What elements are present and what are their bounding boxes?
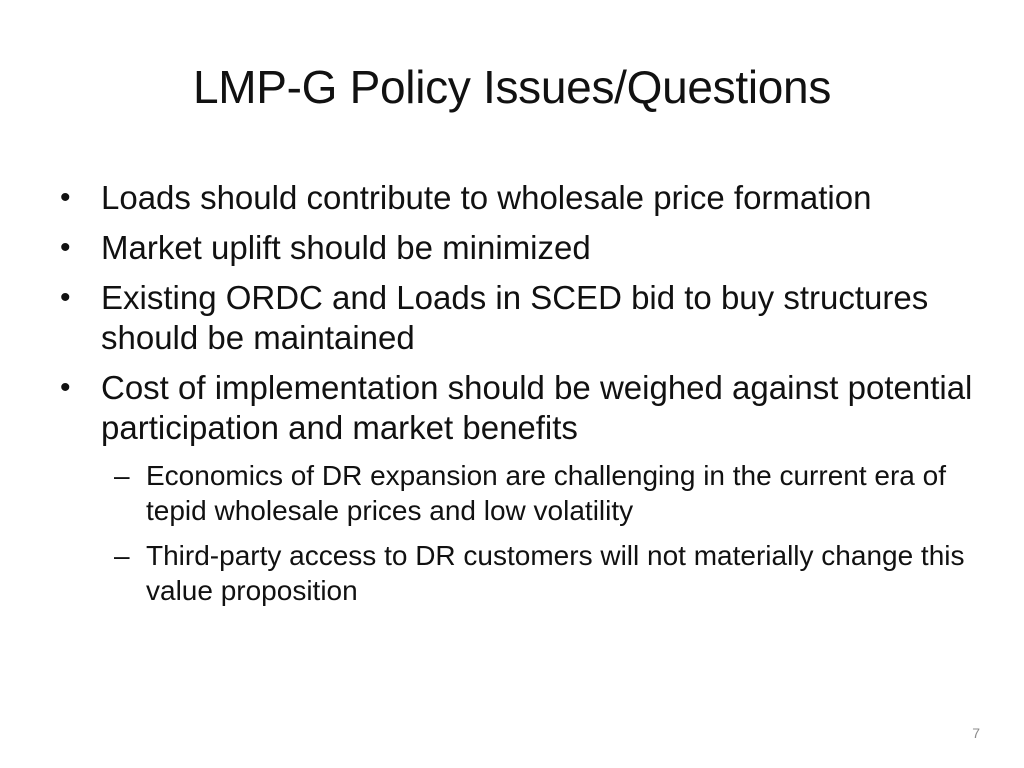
subbullet-text: Third-party access to DR customers will not materially change this value proposition xyxy=(146,540,965,606)
bullet-item xyxy=(60,178,980,218)
subbullet-item xyxy=(60,538,980,608)
bullet-text: Existing ORDC and Loads in SCED bid to buy structures should be maintained xyxy=(101,279,929,356)
bullet-list xyxy=(60,178,980,618)
page-number: 7 xyxy=(972,725,980,741)
bullet-marker: • xyxy=(60,281,71,314)
subbullet-marker: – xyxy=(114,540,130,571)
bullet-text: Cost of implementation should be weighed against potential participation and market benefits xyxy=(101,369,973,446)
bullet-item xyxy=(60,368,980,448)
bullet-marker: • xyxy=(60,371,71,404)
subbullet-marker: – xyxy=(114,460,130,491)
bullet-item xyxy=(60,278,980,358)
bullet-marker: • xyxy=(60,181,71,214)
bullet-text: Market uplift should be minimized xyxy=(101,229,591,266)
bullet-text: Loads should contribute to wholesale price formation xyxy=(101,179,872,216)
bullet-item xyxy=(60,228,980,268)
subbullet-text: Economics of DR expansion are challenging in the current era of tepid wholesale prices and low volatility xyxy=(146,460,946,526)
subbullet-item xyxy=(60,458,980,528)
slide-title: LMP-G Policy Issues/Questions xyxy=(192,61,832,113)
bullet-marker: • xyxy=(60,231,71,264)
